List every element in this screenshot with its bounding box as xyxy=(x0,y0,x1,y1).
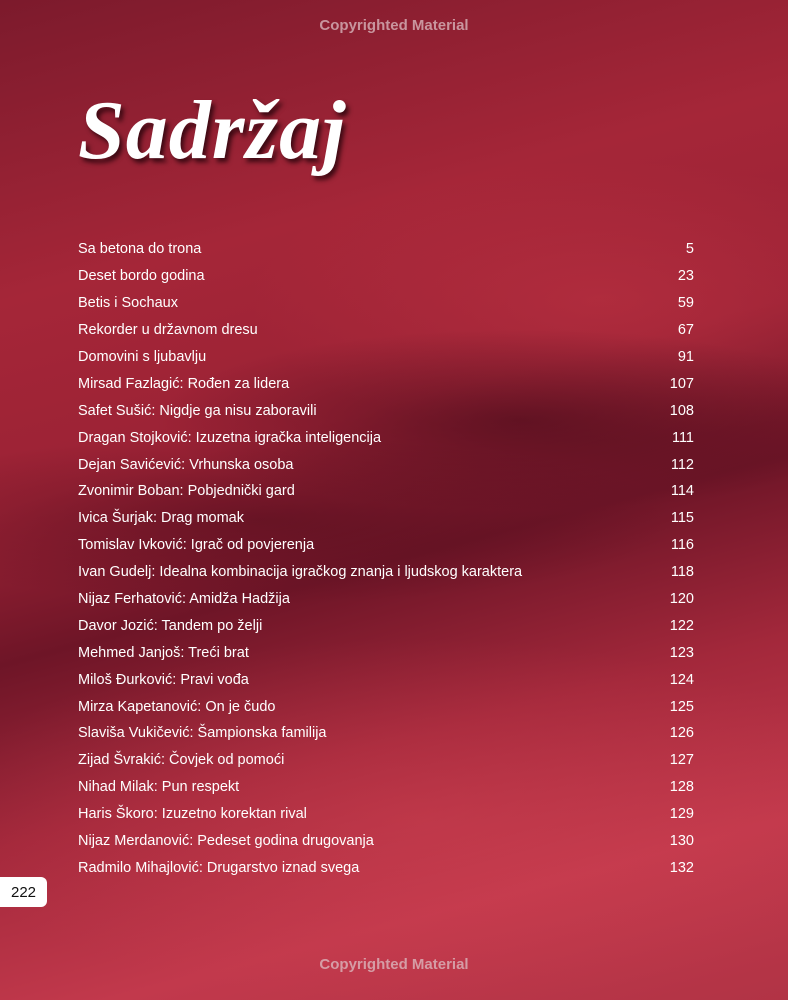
copyright-watermark-top: Copyrighted Material xyxy=(319,17,469,34)
toc-entry-page: 120 xyxy=(669,591,694,608)
toc-entry xyxy=(78,236,694,263)
table-of-contents xyxy=(78,236,694,881)
page-number: 222 xyxy=(0,877,47,907)
toc-entry-page: 130 xyxy=(669,833,694,850)
toc-entry xyxy=(78,290,694,317)
toc-entry-page: 126 xyxy=(669,725,694,742)
toc-entry xyxy=(78,639,694,666)
toc-entry xyxy=(78,478,694,505)
toc-entry xyxy=(78,666,694,693)
toc-entry-title: Nijaz Merdanović: Pedeset godina drugovanja xyxy=(78,833,374,850)
toc-entry-title: Nihad Milak: Pun respekt xyxy=(78,779,240,796)
toc-entry xyxy=(78,828,694,855)
toc-entry xyxy=(78,317,694,344)
toc-entry-title: Zvonimir Boban: Pobjednički gard xyxy=(78,483,295,500)
toc-entry-page: 23 xyxy=(677,268,694,285)
toc-entry-page: 67 xyxy=(677,322,694,339)
toc-entry-page: 116 xyxy=(670,537,694,554)
toc-entry-page: 108 xyxy=(669,402,694,419)
toc-entry-page: 115 xyxy=(670,510,694,527)
toc-entry xyxy=(78,720,694,747)
toc-entry-title: Safet Sušić: Nigdje ga nisu zaboravili xyxy=(78,402,317,419)
toc-entry-title: Miloš Đurković: Pravi vođa xyxy=(78,671,249,688)
toc-entry-title: Deset bordo godina xyxy=(78,268,205,285)
toc-entry xyxy=(78,693,694,720)
toc-entry-title: Ivan Gudelj: Idealna kombinacija igračkog znanja i ljudskog karaktera xyxy=(78,564,523,581)
toc-entry-page: 118 xyxy=(670,564,694,581)
toc-entry xyxy=(78,854,694,881)
toc-entry xyxy=(78,559,694,586)
toc-entry-title: Dejan Savićević: Vrhunska osoba xyxy=(78,456,294,473)
toc-entry-page: 59 xyxy=(677,295,694,312)
toc-entry-page: 123 xyxy=(669,644,694,661)
toc-entry-title: Slaviša Vukičević: Šampionska familija xyxy=(78,725,327,742)
toc-entry-title: Tomislav Ivković: Igrač od povjerenja xyxy=(78,537,315,554)
toc-entry-page: 124 xyxy=(669,671,694,688)
toc-entry-page: 127 xyxy=(669,752,694,769)
toc-entry-title: Mehmed Janjoš: Treći brat xyxy=(78,644,249,661)
toc-entry-title: Domovini s ljubavlju xyxy=(78,349,207,365)
toc-entry-title: Betis i Sochaux xyxy=(78,295,178,312)
toc-entry xyxy=(78,774,694,801)
toc-entry-page: 91 xyxy=(677,349,694,365)
toc-entry-title: Ivica Šurjak: Drag momak xyxy=(78,510,244,527)
copyright-watermark-bottom: Copyrighted Material xyxy=(319,956,469,973)
toc-entry xyxy=(78,424,694,451)
toc-entry-page: 114 xyxy=(670,483,694,500)
toc-entry-title: Davor Jozić: Tandem po želji xyxy=(78,617,263,634)
toc-entry-title: Sa betona do trona xyxy=(78,241,202,258)
toc-entry xyxy=(78,505,694,532)
toc-entry xyxy=(78,612,694,639)
toc-entry-title: Dragan Stojković: Izuzetna igračka inteligencija xyxy=(78,429,382,446)
toc-entry xyxy=(78,747,694,774)
toc-entry-title: Haris Škoro: Izuzetno korektan rival xyxy=(78,806,307,823)
toc-entry-page: 125 xyxy=(669,698,694,715)
toc-entry-page: 5 xyxy=(685,241,694,258)
toc-entry xyxy=(78,370,694,397)
toc-entry-title: Mirza Kapetanović: On je čudo xyxy=(78,698,276,715)
toc-entry-title: Rekorder u državnom dresu xyxy=(78,322,258,339)
toc-entry-page: 122 xyxy=(669,617,694,634)
toc-entry-page: 111 xyxy=(671,429,694,446)
toc-entry xyxy=(78,344,694,371)
toc-entry-page: 129 xyxy=(669,806,694,823)
toc-entry-title: Nijaz Ferhatović: Amidža Hadžija xyxy=(78,591,290,608)
toc-entry xyxy=(78,801,694,828)
toc-entry-page: 112 xyxy=(670,456,694,473)
page-title: Sadržaj xyxy=(78,84,347,177)
toc-entry-page: 107 xyxy=(669,375,694,392)
toc-entry-title: Mirsad Fazlagić: Rođen za lidera xyxy=(78,375,290,392)
toc-entry-title: Zijad Švrakić: Čovjek od pomoći xyxy=(78,752,285,769)
toc-entry-title: Radmilo Mihajlović: Drugarstvo iznad svega xyxy=(78,859,360,876)
toc-entry-page: 132 xyxy=(669,859,694,876)
toc-entry xyxy=(78,532,694,559)
toc-entry xyxy=(78,451,694,478)
toc-entry-page: 128 xyxy=(669,779,694,796)
toc-entry xyxy=(78,263,694,290)
toc-entry xyxy=(78,397,694,424)
toc-entry xyxy=(78,586,694,613)
